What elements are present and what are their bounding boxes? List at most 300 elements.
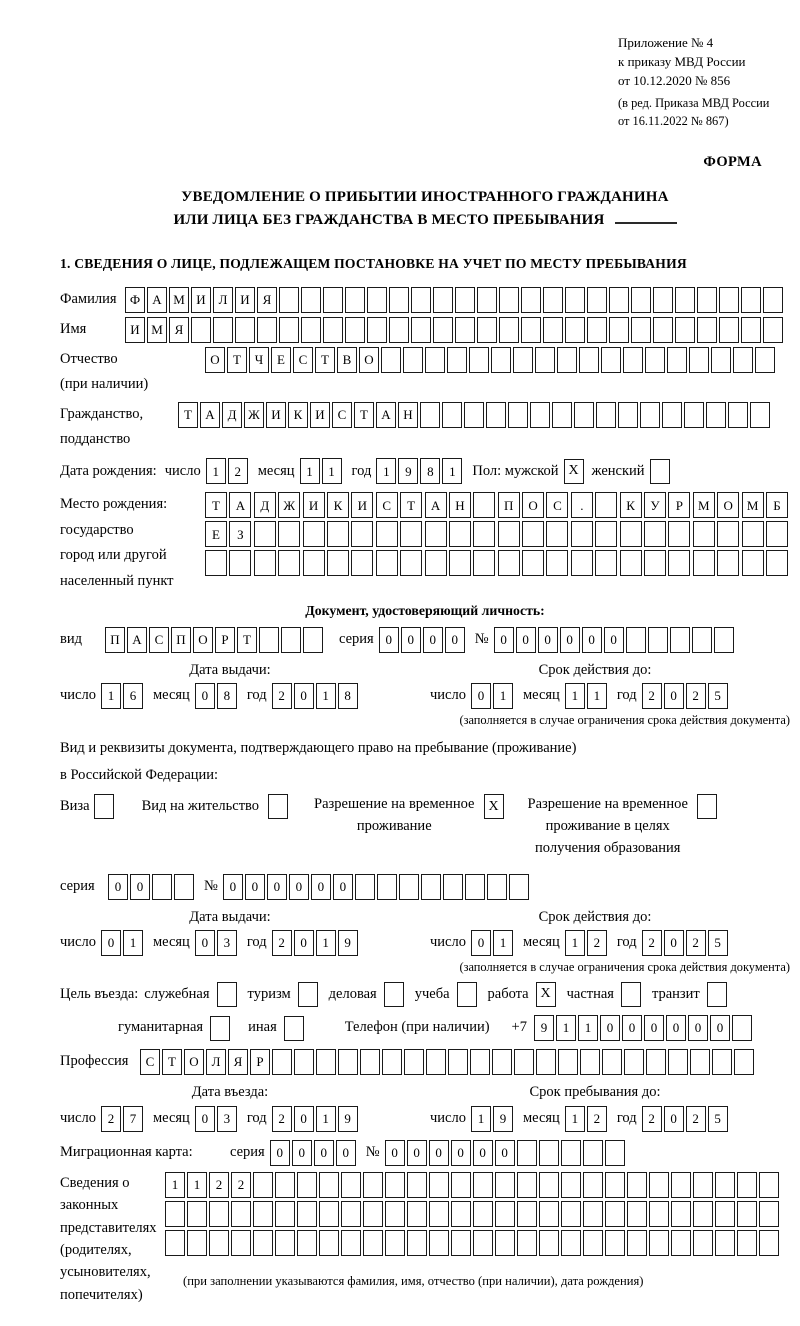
char-cell[interactable]: 2 <box>272 930 292 956</box>
char-cell[interactable] <box>433 317 453 343</box>
char-cell[interactable] <box>360 1049 380 1075</box>
char-cell[interactable] <box>477 287 497 313</box>
char-cell[interactable] <box>363 1230 383 1256</box>
char-cell[interactable]: Н <box>398 402 418 428</box>
char-cell[interactable]: 0 <box>245 874 265 900</box>
char-cell[interactable]: 1 <box>316 930 336 956</box>
char-cell[interactable] <box>717 550 739 576</box>
char-cell[interactable]: О <box>184 1049 204 1075</box>
char-cell[interactable] <box>385 1201 405 1227</box>
char-cell[interactable] <box>517 1140 537 1166</box>
char-cell[interactable]: И <box>266 402 286 428</box>
char-cell[interactable] <box>649 1201 669 1227</box>
char-cell[interactable] <box>495 1172 515 1198</box>
char-cell[interactable] <box>668 550 690 576</box>
char-cell[interactable] <box>399 874 419 900</box>
char-cell[interactable] <box>742 550 764 576</box>
char-cell[interactable]: М <box>169 287 189 313</box>
char-cell[interactable] <box>382 1049 402 1075</box>
char-cell[interactable]: И <box>235 287 255 313</box>
char-cell[interactable] <box>623 347 643 373</box>
char-cell[interactable]: 0 <box>664 683 684 709</box>
char-cell[interactable] <box>455 317 475 343</box>
char-cell[interactable] <box>174 874 194 900</box>
char-cell[interactable]: 1 <box>565 683 585 709</box>
char-cell[interactable] <box>693 1201 713 1227</box>
char-cell[interactable] <box>297 1230 317 1256</box>
char-cell[interactable] <box>714 627 734 653</box>
char-cell[interactable] <box>601 347 621 373</box>
char-cell[interactable]: Р <box>250 1049 270 1075</box>
char-cell[interactable]: А <box>425 492 447 518</box>
char-cell[interactable] <box>407 1230 427 1256</box>
char-cell[interactable] <box>596 402 616 428</box>
char-cell[interactable]: К <box>288 402 308 428</box>
purpose-work-checkbox[interactable]: X <box>536 982 556 1007</box>
char-cell[interactable]: 0 <box>622 1015 642 1041</box>
char-cell[interactable]: 0 <box>294 930 314 956</box>
char-cell[interactable]: О <box>193 627 213 653</box>
char-cell[interactable]: 0 <box>604 627 624 653</box>
purpose-tourism-checkbox[interactable] <box>298 982 318 1007</box>
char-cell[interactable] <box>732 1015 752 1041</box>
char-cell[interactable]: 0 <box>292 1140 312 1166</box>
char-cell[interactable]: К <box>327 492 349 518</box>
char-cell[interactable]: О <box>522 492 544 518</box>
char-cell[interactable]: С <box>149 627 169 653</box>
char-cell[interactable] <box>429 1201 449 1227</box>
char-cell[interactable] <box>473 492 495 518</box>
char-cell[interactable] <box>213 317 233 343</box>
char-cell[interactable] <box>278 550 300 576</box>
char-cell[interactable]: 0 <box>664 930 684 956</box>
char-cell[interactable] <box>653 317 673 343</box>
char-cell[interactable]: 1 <box>442 458 462 484</box>
char-cell[interactable]: 1 <box>316 1106 336 1132</box>
sex-male-checkbox[interactable]: X <box>564 459 584 484</box>
char-cell[interactable] <box>626 627 646 653</box>
char-cell[interactable] <box>715 1230 735 1256</box>
char-cell[interactable]: 2 <box>587 1106 607 1132</box>
purpose-commercial-checkbox[interactable] <box>384 982 404 1007</box>
char-cell[interactable] <box>254 521 276 547</box>
char-cell[interactable] <box>517 1172 537 1198</box>
char-cell[interactable]: С <box>546 492 568 518</box>
char-cell[interactable]: А <box>127 627 147 653</box>
char-cell[interactable] <box>668 1049 688 1075</box>
char-cell[interactable]: 2 <box>686 683 706 709</box>
char-cell[interactable] <box>294 1049 314 1075</box>
char-cell[interactable] <box>737 1230 757 1256</box>
char-cell[interactable] <box>487 874 507 900</box>
char-cell[interactable] <box>429 1172 449 1198</box>
char-cell[interactable] <box>671 1172 691 1198</box>
char-cell[interactable] <box>609 287 629 313</box>
char-cell[interactable] <box>530 402 550 428</box>
char-cell[interactable] <box>605 1140 625 1166</box>
char-cell[interactable]: Т <box>237 627 257 653</box>
char-cell[interactable]: 1 <box>565 930 585 956</box>
char-cell[interactable] <box>231 1201 251 1227</box>
char-cell[interactable] <box>473 550 495 576</box>
char-cell[interactable]: З <box>229 521 251 547</box>
char-cell[interactable] <box>363 1201 383 1227</box>
char-cell[interactable] <box>165 1201 185 1227</box>
char-cell[interactable] <box>649 1230 669 1256</box>
char-cell[interactable]: 0 <box>333 874 353 900</box>
char-cell[interactable]: Т <box>400 492 422 518</box>
char-cell[interactable]: 0 <box>223 874 243 900</box>
char-cell[interactable] <box>411 287 431 313</box>
sex-female-checkbox[interactable] <box>650 459 670 484</box>
char-cell[interactable]: 1 <box>587 683 607 709</box>
char-cell[interactable] <box>711 347 731 373</box>
char-cell[interactable] <box>763 317 783 343</box>
char-cell[interactable]: Я <box>228 1049 248 1075</box>
char-cell[interactable]: 1 <box>206 458 226 484</box>
char-cell[interactable] <box>404 1049 424 1075</box>
char-cell[interactable] <box>605 1201 625 1227</box>
char-cell[interactable] <box>697 317 717 343</box>
char-cell[interactable] <box>583 1172 603 1198</box>
char-cell[interactable]: С <box>293 347 313 373</box>
char-cell[interactable]: Д <box>222 402 242 428</box>
char-cell[interactable]: Ж <box>244 402 264 428</box>
char-cell[interactable] <box>649 1172 669 1198</box>
char-cell[interactable] <box>719 287 739 313</box>
char-cell[interactable]: Н <box>449 492 471 518</box>
char-cell[interactable] <box>624 1049 644 1075</box>
char-cell[interactable] <box>187 1201 207 1227</box>
char-cell[interactable] <box>367 317 387 343</box>
char-cell[interactable] <box>741 317 761 343</box>
char-cell[interactable] <box>451 1230 471 1256</box>
char-cell[interactable] <box>605 1172 625 1198</box>
char-cell[interactable]: И <box>191 287 211 313</box>
char-cell[interactable]: 5 <box>708 930 728 956</box>
char-cell[interactable]: Ф <box>125 287 145 313</box>
char-cell[interactable]: 1 <box>376 458 396 484</box>
char-cell[interactable] <box>491 347 511 373</box>
char-cell[interactable] <box>191 317 211 343</box>
char-cell[interactable]: 2 <box>642 930 662 956</box>
char-cell[interactable]: И <box>351 492 373 518</box>
char-cell[interactable] <box>473 1172 493 1198</box>
char-cell[interactable]: 0 <box>195 930 215 956</box>
char-cell[interactable] <box>715 1172 735 1198</box>
char-cell[interactable] <box>253 1230 273 1256</box>
char-cell[interactable] <box>742 521 764 547</box>
char-cell[interactable] <box>455 287 475 313</box>
char-cell[interactable] <box>205 550 227 576</box>
char-cell[interactable]: 2 <box>209 1172 229 1198</box>
char-cell[interactable] <box>609 317 629 343</box>
char-cell[interactable] <box>447 347 467 373</box>
char-cell[interactable]: 0 <box>401 627 421 653</box>
char-cell[interactable] <box>253 1201 273 1227</box>
char-cell[interactable]: 0 <box>195 683 215 709</box>
char-cell[interactable] <box>297 1172 317 1198</box>
char-cell[interactable] <box>389 317 409 343</box>
char-cell[interactable] <box>648 627 668 653</box>
char-cell[interactable] <box>229 550 251 576</box>
char-cell[interactable] <box>345 317 365 343</box>
char-cell[interactable]: 0 <box>294 1106 314 1132</box>
char-cell[interactable] <box>766 521 788 547</box>
char-cell[interactable] <box>275 1201 295 1227</box>
char-cell[interactable] <box>513 347 533 373</box>
char-cell[interactable] <box>627 1172 647 1198</box>
char-cell[interactable] <box>253 1172 273 1198</box>
char-cell[interactable]: 0 <box>516 627 536 653</box>
char-cell[interactable] <box>539 1201 559 1227</box>
char-cell[interactable] <box>425 347 445 373</box>
char-cell[interactable] <box>763 287 783 313</box>
char-cell[interactable]: 3 <box>217 1106 237 1132</box>
char-cell[interactable] <box>367 287 387 313</box>
char-cell[interactable] <box>750 402 770 428</box>
char-cell[interactable] <box>561 1172 581 1198</box>
char-cell[interactable]: Т <box>354 402 374 428</box>
char-cell[interactable] <box>521 317 541 343</box>
char-cell[interactable]: 7 <box>123 1106 143 1132</box>
char-cell[interactable] <box>645 347 665 373</box>
char-cell[interactable]: 2 <box>272 683 292 709</box>
char-cell[interactable] <box>715 1201 735 1227</box>
char-cell[interactable]: 1 <box>300 458 320 484</box>
char-cell[interactable]: 0 <box>385 1140 405 1166</box>
char-cell[interactable] <box>539 1230 559 1256</box>
char-cell[interactable]: 0 <box>289 874 309 900</box>
char-cell[interactable] <box>152 874 172 900</box>
char-cell[interactable] <box>595 550 617 576</box>
char-cell[interactable] <box>557 347 577 373</box>
char-cell[interactable]: С <box>140 1049 160 1075</box>
char-cell[interactable] <box>498 550 520 576</box>
char-cell[interactable] <box>690 1049 710 1075</box>
char-cell[interactable] <box>653 287 673 313</box>
char-cell[interactable] <box>759 1230 779 1256</box>
char-cell[interactable]: 9 <box>534 1015 554 1041</box>
char-cell[interactable]: М <box>742 492 764 518</box>
char-cell[interactable] <box>429 1230 449 1256</box>
char-cell[interactable]: 1 <box>493 930 513 956</box>
char-cell[interactable] <box>580 1049 600 1075</box>
char-cell[interactable] <box>693 521 715 547</box>
char-cell[interactable]: Я <box>257 287 277 313</box>
char-cell[interactable]: 1 <box>493 683 513 709</box>
char-cell[interactable] <box>443 874 463 900</box>
char-cell[interactable] <box>668 521 690 547</box>
char-cell[interactable] <box>522 521 544 547</box>
char-cell[interactable] <box>319 1201 339 1227</box>
char-cell[interactable]: 0 <box>294 683 314 709</box>
char-cell[interactable] <box>574 402 594 428</box>
char-cell[interactable] <box>521 287 541 313</box>
purpose-transit-checkbox[interactable] <box>707 982 727 1007</box>
char-cell[interactable]: 5 <box>708 683 728 709</box>
char-cell[interactable] <box>522 550 544 576</box>
char-cell[interactable]: 0 <box>473 1140 493 1166</box>
char-cell[interactable] <box>719 317 739 343</box>
purpose-private-checkbox[interactable] <box>621 982 641 1007</box>
char-cell[interactable]: 2 <box>231 1172 251 1198</box>
char-cell[interactable] <box>583 1201 603 1227</box>
char-cell[interactable] <box>385 1230 405 1256</box>
char-cell[interactable] <box>297 1201 317 1227</box>
char-cell[interactable]: 1 <box>471 1106 491 1132</box>
char-cell[interactable] <box>407 1172 427 1198</box>
char-cell[interactable] <box>552 402 572 428</box>
char-cell[interactable] <box>400 550 422 576</box>
char-cell[interactable] <box>301 287 321 313</box>
char-cell[interactable] <box>254 550 276 576</box>
char-cell[interactable]: 1 <box>123 930 143 956</box>
char-cell[interactable]: 0 <box>267 874 287 900</box>
char-cell[interactable]: 1 <box>322 458 342 484</box>
char-cell[interactable] <box>187 1230 207 1256</box>
char-cell[interactable]: Т <box>315 347 335 373</box>
char-cell[interactable] <box>536 1049 556 1075</box>
char-cell[interactable]: 8 <box>420 458 440 484</box>
char-cell[interactable]: Б <box>766 492 788 518</box>
edu-permit-checkbox[interactable] <box>697 794 717 819</box>
char-cell[interactable]: И <box>303 492 325 518</box>
char-cell[interactable] <box>303 550 325 576</box>
char-cell[interactable]: 2 <box>587 930 607 956</box>
char-cell[interactable] <box>558 1049 578 1075</box>
char-cell[interactable] <box>539 1140 559 1166</box>
char-cell[interactable] <box>448 1049 468 1075</box>
char-cell[interactable] <box>759 1172 779 1198</box>
char-cell[interactable]: 0 <box>710 1015 730 1041</box>
char-cell[interactable] <box>766 550 788 576</box>
char-cell[interactable] <box>561 1230 581 1256</box>
char-cell[interactable] <box>492 1049 512 1075</box>
char-cell[interactable]: 0 <box>494 627 514 653</box>
char-cell[interactable] <box>449 521 471 547</box>
purpose-humanitarian-checkbox[interactable] <box>210 1016 230 1041</box>
char-cell[interactable] <box>689 347 709 373</box>
char-cell[interactable]: 2 <box>101 1106 121 1132</box>
char-cell[interactable] <box>644 521 666 547</box>
char-cell[interactable] <box>692 627 712 653</box>
char-cell[interactable] <box>465 874 485 900</box>
char-cell[interactable]: П <box>171 627 191 653</box>
char-cell[interactable]: 2 <box>686 930 706 956</box>
char-cell[interactable]: 0 <box>423 627 443 653</box>
char-cell[interactable]: С <box>376 492 398 518</box>
char-cell[interactable] <box>376 550 398 576</box>
char-cell[interactable] <box>583 1140 603 1166</box>
residence-permit-checkbox[interactable] <box>268 794 288 819</box>
char-cell[interactable] <box>733 347 753 373</box>
char-cell[interactable] <box>565 287 585 313</box>
char-cell[interactable] <box>675 317 695 343</box>
char-cell[interactable] <box>517 1230 537 1256</box>
char-cell[interactable]: 1 <box>101 683 121 709</box>
purpose-other-checkbox[interactable] <box>284 1016 304 1041</box>
char-cell[interactable]: Д <box>254 492 276 518</box>
char-cell[interactable] <box>620 521 642 547</box>
char-cell[interactable]: 9 <box>338 930 358 956</box>
char-cell[interactable] <box>693 1172 713 1198</box>
char-cell[interactable] <box>389 287 409 313</box>
char-cell[interactable] <box>508 402 528 428</box>
char-cell[interactable]: 0 <box>407 1140 427 1166</box>
char-cell[interactable]: Т <box>178 402 198 428</box>
char-cell[interactable] <box>259 627 279 653</box>
char-cell[interactable]: О <box>359 347 379 373</box>
char-cell[interactable] <box>640 402 660 428</box>
char-cell[interactable] <box>618 402 638 428</box>
char-cell[interactable] <box>667 347 687 373</box>
char-cell[interactable]: 2 <box>686 1106 706 1132</box>
char-cell[interactable] <box>517 1201 537 1227</box>
char-cell[interactable] <box>327 521 349 547</box>
char-cell[interactable]: 2 <box>642 683 662 709</box>
char-cell[interactable]: В <box>337 347 357 373</box>
char-cell[interactable] <box>495 1201 515 1227</box>
char-cell[interactable] <box>341 1230 361 1256</box>
char-cell[interactable]: Т <box>227 347 247 373</box>
char-cell[interactable] <box>442 402 462 428</box>
char-cell[interactable]: 9 <box>398 458 418 484</box>
char-cell[interactable]: Т <box>162 1049 182 1075</box>
char-cell[interactable] <box>627 1201 647 1227</box>
char-cell[interactable]: О <box>717 492 739 518</box>
char-cell[interactable]: Л <box>213 287 233 313</box>
char-cell[interactable]: 0 <box>600 1015 620 1041</box>
char-cell[interactable] <box>355 874 375 900</box>
char-cell[interactable] <box>341 1172 361 1198</box>
char-cell[interactable] <box>433 287 453 313</box>
char-cell[interactable] <box>420 402 440 428</box>
char-cell[interactable]: Р <box>215 627 235 653</box>
char-cell[interactable] <box>587 317 607 343</box>
char-cell[interactable]: 1 <box>187 1172 207 1198</box>
char-cell[interactable] <box>385 1172 405 1198</box>
char-cell[interactable] <box>565 317 585 343</box>
char-cell[interactable] <box>644 550 666 576</box>
purpose-study-checkbox[interactable] <box>457 982 477 1007</box>
char-cell[interactable] <box>717 521 739 547</box>
char-cell[interactable] <box>605 1230 625 1256</box>
char-cell[interactable]: Ч <box>249 347 269 373</box>
char-cell[interactable] <box>561 1140 581 1166</box>
char-cell[interactable]: 3 <box>217 930 237 956</box>
char-cell[interactable] <box>303 521 325 547</box>
char-cell[interactable] <box>278 521 300 547</box>
char-cell[interactable] <box>449 550 471 576</box>
char-cell[interactable] <box>741 287 761 313</box>
char-cell[interactable]: 0 <box>270 1140 290 1166</box>
char-cell[interactable]: . <box>571 492 593 518</box>
char-cell[interactable] <box>486 402 506 428</box>
char-cell[interactable] <box>235 317 255 343</box>
char-cell[interactable] <box>583 1230 603 1256</box>
char-cell[interactable]: 0 <box>471 683 491 709</box>
char-cell[interactable]: 6 <box>123 683 143 709</box>
char-cell[interactable]: 8 <box>217 683 237 709</box>
char-cell[interactable] <box>543 287 563 313</box>
char-cell[interactable] <box>231 1230 251 1256</box>
char-cell[interactable] <box>323 287 343 313</box>
char-cell[interactable]: И <box>125 317 145 343</box>
char-cell[interactable]: У <box>644 492 666 518</box>
char-cell[interactable] <box>341 1201 361 1227</box>
char-cell[interactable] <box>671 1230 691 1256</box>
